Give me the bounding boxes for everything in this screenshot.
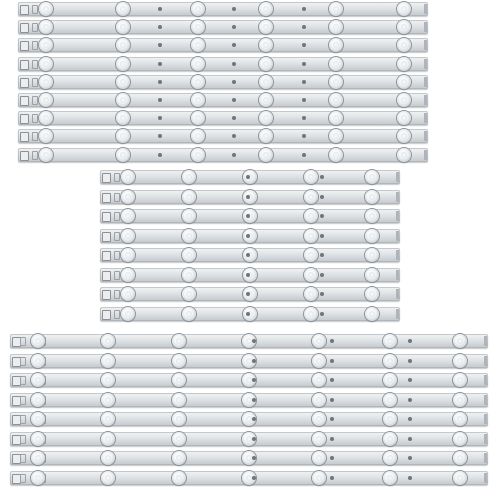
mounting-hole bbox=[302, 43, 306, 47]
strip-connector bbox=[20, 23, 29, 33]
strip-marking bbox=[114, 310, 120, 319]
mounting-hole bbox=[252, 378, 256, 382]
mounting-hole bbox=[246, 253, 250, 257]
mounting-hole bbox=[252, 398, 256, 402]
led-strip bbox=[10, 471, 488, 485]
mounting-hole bbox=[330, 339, 334, 343]
led-lens bbox=[383, 451, 397, 465]
led-strip bbox=[100, 209, 400, 223]
led-lens bbox=[365, 229, 379, 243]
strip-end bbox=[424, 77, 427, 87]
led-lens bbox=[329, 2, 343, 16]
middle-strip-group bbox=[100, 170, 400, 328]
led-lens bbox=[397, 2, 411, 16]
strip-connector bbox=[102, 251, 111, 261]
mounting-hole bbox=[320, 214, 324, 218]
mounting-hole bbox=[246, 234, 250, 238]
strip-end bbox=[484, 434, 487, 444]
strip-marking bbox=[20, 454, 26, 463]
led-lens bbox=[383, 412, 397, 426]
led-strip bbox=[100, 307, 400, 321]
led-lens bbox=[312, 354, 326, 368]
mounting-hole bbox=[320, 253, 324, 257]
mounting-hole bbox=[330, 378, 334, 382]
mounting-hole bbox=[330, 398, 334, 402]
led-lens bbox=[31, 412, 45, 426]
led-lens bbox=[172, 412, 186, 426]
led-strip bbox=[100, 190, 400, 204]
mounting-hole bbox=[232, 43, 236, 47]
strip-marking bbox=[32, 23, 38, 32]
led-lens bbox=[182, 170, 196, 184]
strip-end bbox=[484, 414, 487, 424]
mounting-hole bbox=[246, 312, 250, 316]
led-lens bbox=[39, 20, 53, 34]
led-lens bbox=[116, 148, 130, 162]
strip-marking bbox=[32, 96, 38, 105]
led-lens bbox=[182, 190, 196, 204]
led-lens bbox=[121, 170, 135, 184]
led-strip bbox=[100, 229, 400, 243]
led-lens bbox=[397, 57, 411, 71]
led-lens bbox=[31, 373, 45, 387]
mounting-hole bbox=[408, 398, 412, 402]
led-lens bbox=[329, 148, 343, 162]
led-lens bbox=[101, 432, 115, 446]
strip-end bbox=[484, 395, 487, 405]
mounting-hole bbox=[408, 456, 412, 460]
led-lens bbox=[116, 2, 130, 16]
led-lens bbox=[329, 75, 343, 89]
strip-connector bbox=[20, 151, 29, 161]
strip-end bbox=[396, 172, 399, 182]
led-lens bbox=[365, 248, 379, 262]
led-lens bbox=[304, 307, 318, 321]
led-lens bbox=[39, 111, 53, 125]
led-lens bbox=[397, 38, 411, 52]
led-lens bbox=[304, 190, 318, 204]
led-strip bbox=[100, 248, 400, 262]
mounting-hole bbox=[232, 62, 236, 66]
led-lens bbox=[31, 471, 45, 485]
led-lens bbox=[329, 20, 343, 34]
led-lens bbox=[116, 111, 130, 125]
led-lens bbox=[101, 354, 115, 368]
mounting-hole bbox=[302, 134, 306, 138]
led-strip bbox=[18, 57, 428, 71]
led-lens bbox=[172, 354, 186, 368]
strip-marking bbox=[114, 173, 120, 182]
strip-connector bbox=[20, 96, 29, 106]
strip-end bbox=[396, 231, 399, 241]
led-lens bbox=[121, 209, 135, 223]
led-lens bbox=[312, 373, 326, 387]
led-lens bbox=[172, 393, 186, 407]
led-lens bbox=[304, 229, 318, 243]
strip-connector bbox=[20, 132, 29, 142]
led-lens bbox=[31, 432, 45, 446]
strip-marking bbox=[114, 193, 120, 202]
mounting-hole bbox=[158, 134, 162, 138]
led-lens bbox=[383, 471, 397, 485]
led-lens bbox=[259, 148, 273, 162]
led-lens bbox=[259, 2, 273, 16]
mounting-hole bbox=[302, 116, 306, 120]
led-lens bbox=[453, 334, 467, 348]
led-strip bbox=[18, 148, 428, 162]
mounting-hole bbox=[252, 456, 256, 460]
led-strip bbox=[100, 268, 400, 282]
led-strip bbox=[18, 111, 428, 125]
led-lens bbox=[304, 287, 318, 301]
strip-end bbox=[424, 113, 427, 123]
led-strip bbox=[100, 287, 400, 301]
led-lens bbox=[182, 268, 196, 282]
led-lens bbox=[191, 75, 205, 89]
mounting-hole bbox=[302, 62, 306, 66]
mounting-hole bbox=[158, 80, 162, 84]
mounting-hole bbox=[408, 378, 412, 382]
strip-end bbox=[424, 59, 427, 69]
strip-marking bbox=[114, 251, 120, 260]
led-lens bbox=[121, 229, 135, 243]
led-lens bbox=[191, 20, 205, 34]
strip-marking bbox=[114, 290, 120, 299]
mounting-hole bbox=[246, 214, 250, 218]
strip-end bbox=[424, 150, 427, 160]
mounting-hole bbox=[302, 153, 306, 157]
mounting-hole bbox=[302, 80, 306, 84]
mounting-hole bbox=[232, 98, 236, 102]
strip-end bbox=[396, 192, 399, 202]
led-lens bbox=[383, 373, 397, 387]
strip-marking bbox=[20, 435, 26, 444]
led-lens bbox=[191, 129, 205, 143]
mounting-hole bbox=[252, 437, 256, 441]
led-lens bbox=[383, 393, 397, 407]
strip-marking bbox=[20, 474, 26, 483]
led-lens bbox=[259, 20, 273, 34]
led-lens bbox=[453, 412, 467, 426]
led-lens bbox=[259, 111, 273, 125]
led-lens bbox=[304, 248, 318, 262]
led-lens bbox=[383, 354, 397, 368]
led-lens bbox=[329, 38, 343, 52]
led-lens bbox=[191, 111, 205, 125]
mounting-hole bbox=[408, 339, 412, 343]
led-lens bbox=[365, 170, 379, 184]
strip-connector bbox=[102, 173, 111, 183]
led-lens bbox=[172, 373, 186, 387]
led-lens bbox=[116, 38, 130, 52]
led-lens bbox=[121, 287, 135, 301]
led-lens bbox=[312, 432, 326, 446]
led-lens bbox=[453, 393, 467, 407]
led-lens bbox=[31, 451, 45, 465]
led-strip bbox=[18, 93, 428, 107]
strip-marking bbox=[32, 41, 38, 50]
mounting-hole bbox=[158, 153, 162, 157]
bottom-strip-group bbox=[10, 334, 488, 496]
strip-end bbox=[484, 453, 487, 463]
led-lens bbox=[259, 129, 273, 143]
led-lens bbox=[101, 451, 115, 465]
mounting-hole bbox=[158, 7, 162, 11]
strip-marking bbox=[20, 357, 26, 366]
led-strip bbox=[18, 129, 428, 143]
led-lens bbox=[101, 412, 115, 426]
strip-connector bbox=[102, 212, 111, 222]
strip-marking bbox=[32, 78, 38, 87]
mounting-hole bbox=[320, 195, 324, 199]
strip-connector bbox=[102, 290, 111, 300]
led-strip bbox=[100, 170, 400, 184]
led-lens bbox=[259, 93, 273, 107]
strip-marking bbox=[20, 337, 26, 346]
led-strip bbox=[10, 412, 488, 426]
mounting-hole bbox=[320, 234, 324, 238]
led-lens bbox=[453, 471, 467, 485]
led-lens bbox=[365, 190, 379, 204]
led-lens bbox=[397, 111, 411, 125]
led-lens bbox=[329, 93, 343, 107]
mounting-hole bbox=[158, 62, 162, 66]
strip-end bbox=[396, 250, 399, 260]
led-lens bbox=[329, 57, 343, 71]
led-lens bbox=[101, 373, 115, 387]
strip-end bbox=[424, 40, 427, 50]
led-lens bbox=[116, 20, 130, 34]
led-strip bbox=[18, 75, 428, 89]
strip-connector bbox=[102, 310, 111, 320]
mounting-hole bbox=[246, 292, 250, 296]
led-lens bbox=[365, 209, 379, 223]
strip-connector bbox=[102, 232, 111, 242]
strip-connector bbox=[20, 78, 29, 88]
led-lens bbox=[182, 209, 196, 223]
led-lens bbox=[304, 268, 318, 282]
led-lens bbox=[191, 93, 205, 107]
strip-connector bbox=[20, 60, 29, 70]
mounting-hole bbox=[246, 175, 250, 179]
mounting-hole bbox=[252, 476, 256, 480]
led-lens bbox=[383, 432, 397, 446]
led-strip bbox=[10, 354, 488, 368]
led-lens bbox=[39, 57, 53, 71]
led-lens bbox=[182, 248, 196, 262]
strip-connector bbox=[102, 193, 111, 203]
led-lens bbox=[116, 93, 130, 107]
led-lens bbox=[39, 75, 53, 89]
led-lens bbox=[365, 268, 379, 282]
led-lens bbox=[182, 307, 196, 321]
mounting-hole bbox=[302, 98, 306, 102]
led-lens bbox=[312, 334, 326, 348]
mounting-hole bbox=[320, 312, 324, 316]
led-strip bbox=[10, 451, 488, 465]
led-lens bbox=[453, 354, 467, 368]
strip-connector bbox=[102, 271, 111, 281]
led-lens bbox=[312, 412, 326, 426]
strip-end bbox=[396, 270, 399, 280]
led-strip bbox=[18, 20, 428, 34]
strip-marking bbox=[32, 114, 38, 123]
led-lens bbox=[329, 129, 343, 143]
led-lens bbox=[453, 451, 467, 465]
led-lens bbox=[31, 354, 45, 368]
mounting-hole bbox=[252, 339, 256, 343]
led-lens bbox=[304, 170, 318, 184]
mounting-hole bbox=[246, 273, 250, 277]
strip-marking bbox=[20, 415, 26, 424]
led-lens bbox=[39, 2, 53, 16]
mounting-hole bbox=[330, 417, 334, 421]
led-lens bbox=[453, 432, 467, 446]
strip-end bbox=[424, 22, 427, 32]
strip-marking bbox=[20, 396, 26, 405]
strip-connector bbox=[20, 114, 29, 124]
led-strip bbox=[10, 393, 488, 407]
led-lens bbox=[39, 148, 53, 162]
led-strip bbox=[10, 432, 488, 446]
led-lens bbox=[453, 373, 467, 387]
led-lens bbox=[172, 451, 186, 465]
led-lens bbox=[31, 334, 45, 348]
led-lens bbox=[116, 75, 130, 89]
led-lens bbox=[121, 190, 135, 204]
mounting-hole bbox=[320, 273, 324, 277]
mounting-hole bbox=[252, 359, 256, 363]
led-lens bbox=[172, 334, 186, 348]
strip-end bbox=[424, 131, 427, 141]
mounting-hole bbox=[232, 153, 236, 157]
led-lens bbox=[397, 93, 411, 107]
mounting-hole bbox=[408, 437, 412, 441]
strip-marking bbox=[32, 132, 38, 141]
led-lens bbox=[191, 38, 205, 52]
mounting-hole bbox=[408, 417, 412, 421]
strip-connector bbox=[20, 41, 29, 51]
mounting-hole bbox=[408, 359, 412, 363]
led-lens bbox=[365, 287, 379, 301]
strip-end bbox=[396, 211, 399, 221]
led-lens bbox=[383, 334, 397, 348]
led-lens bbox=[31, 393, 45, 407]
strip-end bbox=[484, 473, 487, 483]
strip-marking bbox=[32, 5, 38, 14]
mounting-hole bbox=[320, 175, 324, 179]
strip-end bbox=[424, 4, 427, 14]
mounting-hole bbox=[158, 116, 162, 120]
strip-marking bbox=[114, 212, 120, 221]
strip-marking bbox=[32, 60, 38, 69]
mounting-hole bbox=[330, 437, 334, 441]
led-lens bbox=[397, 75, 411, 89]
strip-end bbox=[396, 289, 399, 299]
led-lens bbox=[191, 57, 205, 71]
led-lens bbox=[259, 75, 273, 89]
mounting-hole bbox=[330, 456, 334, 460]
led-lens bbox=[182, 287, 196, 301]
mounting-hole bbox=[330, 476, 334, 480]
mounting-hole bbox=[246, 195, 250, 199]
led-strip bbox=[18, 38, 428, 52]
led-lens bbox=[259, 57, 273, 71]
mounting-hole bbox=[232, 80, 236, 84]
mounting-hole bbox=[232, 134, 236, 138]
led-lens bbox=[116, 129, 130, 143]
led-lens bbox=[101, 334, 115, 348]
led-lens bbox=[397, 129, 411, 143]
led-lens bbox=[121, 307, 135, 321]
led-lens bbox=[182, 229, 196, 243]
strip-end bbox=[396, 309, 399, 319]
strip-end bbox=[424, 95, 427, 105]
led-lens bbox=[329, 111, 343, 125]
top-strip-group bbox=[18, 2, 428, 164]
led-lens bbox=[172, 432, 186, 446]
mounting-hole bbox=[302, 7, 306, 11]
mounting-hole bbox=[232, 116, 236, 120]
mounting-hole bbox=[408, 476, 412, 480]
led-lens bbox=[304, 209, 318, 223]
led-lens bbox=[312, 471, 326, 485]
strip-marking bbox=[32, 151, 38, 160]
led-lens bbox=[365, 307, 379, 321]
led-lens bbox=[39, 129, 53, 143]
led-lens bbox=[121, 268, 135, 282]
led-lens bbox=[259, 38, 273, 52]
strip-end bbox=[484, 356, 487, 366]
mounting-hole bbox=[302, 25, 306, 29]
strip-end bbox=[484, 375, 487, 385]
led-lens bbox=[312, 451, 326, 465]
led-lens bbox=[397, 148, 411, 162]
led-strip bbox=[10, 334, 488, 348]
strip-marking bbox=[114, 271, 120, 280]
strip-connector bbox=[20, 5, 29, 15]
led-lens bbox=[172, 471, 186, 485]
strip-marking bbox=[114, 232, 120, 241]
mounting-hole bbox=[158, 98, 162, 102]
mounting-hole bbox=[320, 292, 324, 296]
mounting-hole bbox=[252, 417, 256, 421]
led-lens bbox=[312, 393, 326, 407]
mounting-hole bbox=[158, 25, 162, 29]
mounting-hole bbox=[330, 359, 334, 363]
mounting-hole bbox=[158, 43, 162, 47]
led-lens bbox=[101, 471, 115, 485]
strip-end bbox=[484, 336, 487, 346]
mounting-hole bbox=[232, 25, 236, 29]
led-strip bbox=[18, 2, 428, 16]
led-lens bbox=[101, 393, 115, 407]
led-lens bbox=[191, 148, 205, 162]
strip-marking bbox=[20, 376, 26, 385]
led-lens bbox=[39, 93, 53, 107]
led-lens bbox=[191, 2, 205, 16]
led-lens bbox=[397, 20, 411, 34]
led-lens bbox=[121, 248, 135, 262]
mounting-hole bbox=[232, 7, 236, 11]
led-lens bbox=[116, 57, 130, 71]
led-strip bbox=[10, 373, 488, 387]
led-lens bbox=[39, 38, 53, 52]
